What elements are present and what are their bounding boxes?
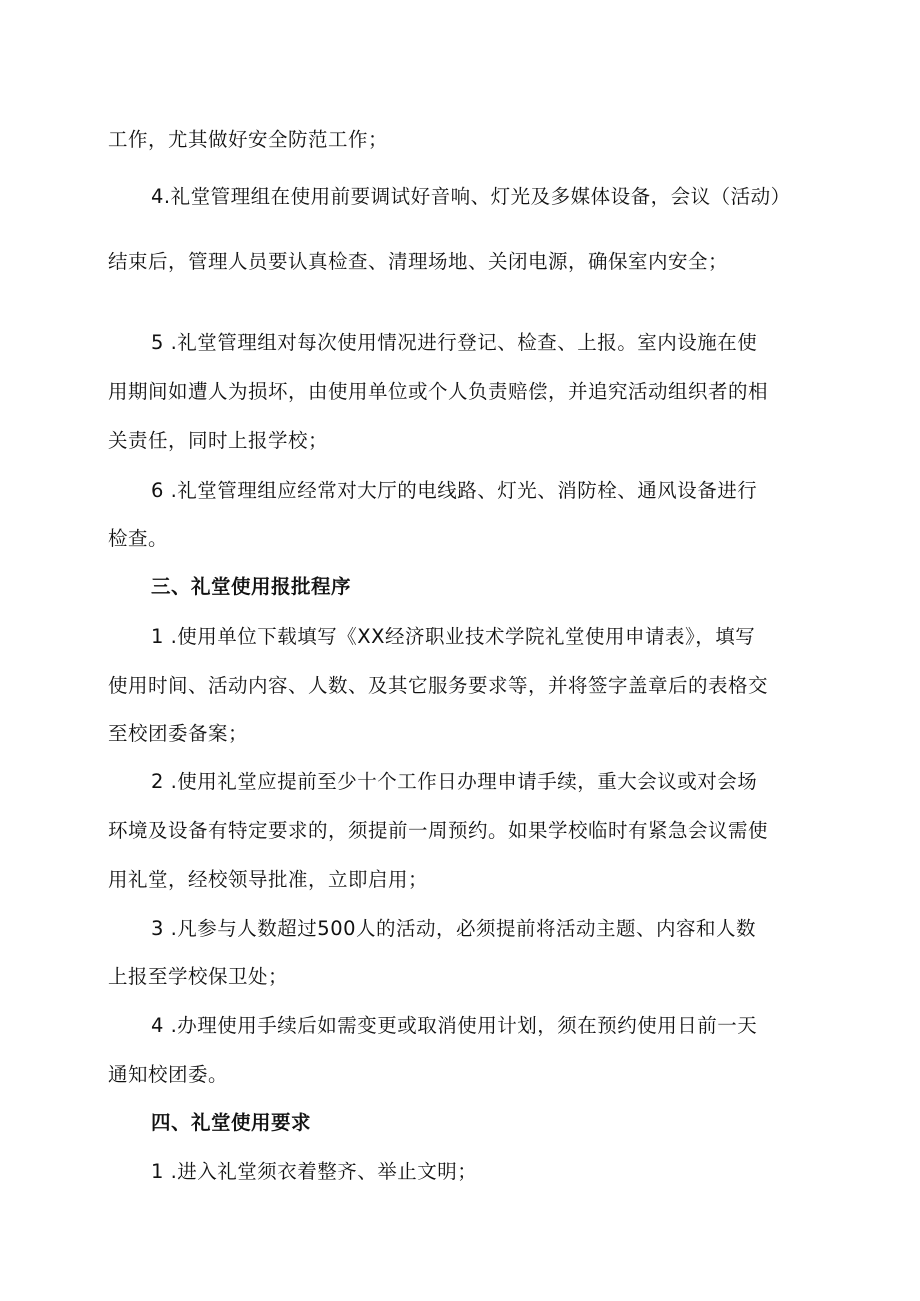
paragraph-line: 用礼堂，经校领导批准，立即启用； <box>108 868 429 891</box>
section-heading: 三、礼堂使用报批程序 <box>151 575 352 598</box>
paragraph-line: 2 .使用礼堂应提前至少十个工作日办理申请手续，重大会议或对会场 <box>151 770 758 793</box>
paragraph-line: 4 .办理使用手续后如需变更或取消使用计划，须在预约使用日前一天 <box>151 1014 758 1037</box>
paragraph-line: 至校团委备案； <box>108 722 249 745</box>
paragraph-line: 1 .进入礼堂须衣着整齐、举止文明； <box>151 1160 478 1183</box>
paragraph-line: 工作，尤其做好安全防范工作； <box>108 128 389 151</box>
paragraph-line: 5 .礼堂管理组对每次使用情况进行登记、检查、上报。室内设施在使 <box>151 331 758 354</box>
paragraph-line: 结束后，管理人员要认真检查、清理场地、关闭电源，确保室内安全； <box>108 250 729 273</box>
paragraph-line: 关责任，同时上报学校； <box>108 429 329 452</box>
paragraph-line: 环境及设备有特定要求的，须提前一周预约。如果学校临时有紧急会议需使 <box>108 819 769 842</box>
paragraph-line: 使用时间、活动内容、人数、及其它服务要求等，并将签字盖章后的表格交 <box>108 674 769 697</box>
paragraph-line: 用期间如遭人为损坏，由使用单位或个人负责赔偿，并追究活动组织者的相 <box>108 380 769 403</box>
section-heading: 四、礼堂使用要求 <box>151 1111 312 1134</box>
paragraph-line: 3 .凡参与人数超过500人的活动，必须提前将活动主题、内容和人数 <box>151 917 757 940</box>
paragraph-line: 4.礼堂管理组在使用前要调试好音响、灯光及多媒体设备，会议（活动） <box>151 185 791 208</box>
paragraph-line: 通知校团委。 <box>108 1063 229 1086</box>
paragraph-line: 6 .礼堂管理组应经常对大厅的电线路、灯光、消防栓、通风设备进行 <box>151 479 758 502</box>
paragraph-line: 上报至学校保卫处； <box>108 965 289 988</box>
paragraph-line: 1 .使用单位下载填写《XX经济职业技术学院礼堂使用申请表》，填写 <box>151 625 756 648</box>
paragraph-line: 检查。 <box>108 527 169 550</box>
